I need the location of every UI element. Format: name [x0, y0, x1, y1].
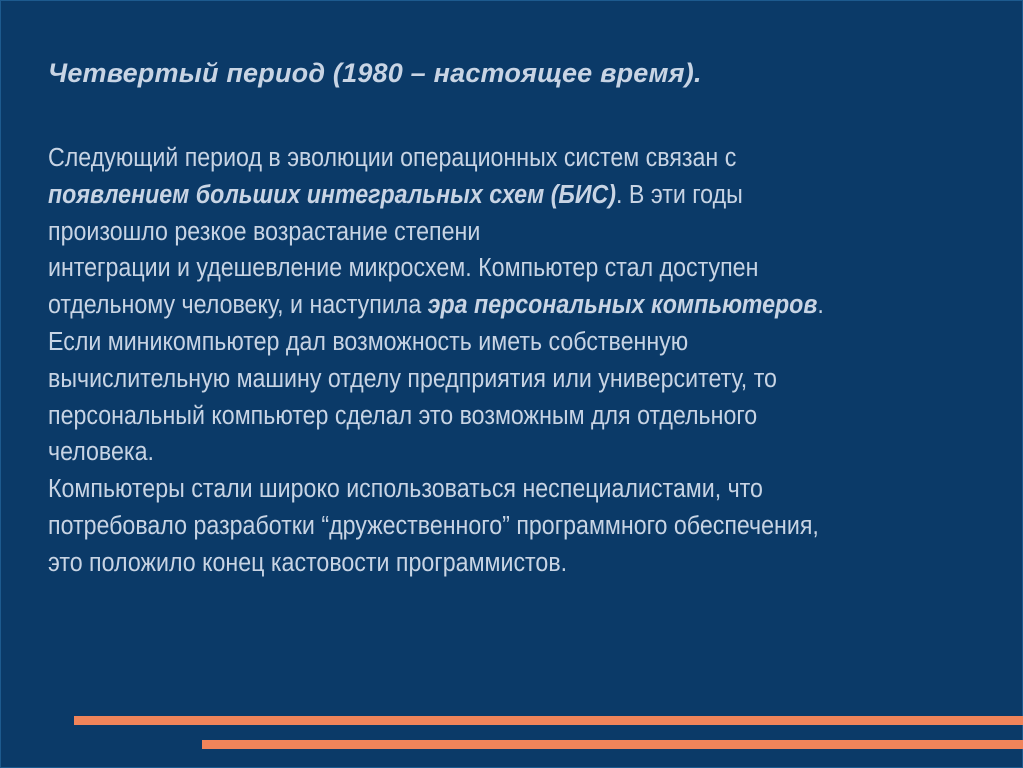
slide-title: Четвертый период (1980 – настоящее время). — [48, 58, 702, 88]
body-line — [48, 250, 913, 287]
body-line-text: Компьютеры стали широко использоваться неспециалистами, что — [48, 475, 763, 504]
body-line-text: отдельному человеку, и наступила — [48, 291, 428, 320]
body-line — [48, 471, 913, 508]
body-line-text-after: . В эти годы — [616, 180, 743, 209]
body-line — [48, 398, 913, 435]
body-line-emphasis: эра персональных компьютеров — [427, 291, 818, 320]
body-line — [48, 140, 913, 177]
body-line-text: Следующий период в эволюции операционных систем связан с — [48, 144, 737, 172]
body-line — [48, 545, 913, 582]
body-line-text: вычислительную машину отделу предприятия или университету, то — [48, 364, 777, 393]
body-line — [48, 287, 913, 324]
body-line-text: произошло резкое возрастание степени — [48, 217, 481, 246]
body-line-text: персональный компьютер сделал это возможным для отдельного — [48, 401, 758, 430]
body-line-text: интеграции и удешевление микросхем. Компьютер стал доступен — [48, 254, 759, 283]
accent-bar-bottom — [202, 740, 1023, 749]
body-line-text-after: . — [817, 291, 824, 320]
accent-bar-top — [74, 716, 1023, 725]
slide-body — [48, 140, 913, 582]
body-line-text: это положило конец кастовости программистов. — [48, 548, 568, 577]
body-line — [48, 324, 913, 361]
body-line-text: человека. — [48, 438, 154, 467]
body-line-emphasis: появлением больших интегральных схем (БИС) — [48, 180, 617, 209]
body-line — [48, 434, 913, 471]
body-line-text: Если миникомпьютер дал возможность иметь собственную — [48, 327, 689, 356]
body-line — [48, 177, 913, 214]
body-line — [48, 361, 913, 398]
body-line-text: потребовало разработки “дружественного” программного обеспечения, — [48, 511, 819, 540]
body-line — [48, 214, 913, 251]
body-line — [48, 508, 913, 545]
